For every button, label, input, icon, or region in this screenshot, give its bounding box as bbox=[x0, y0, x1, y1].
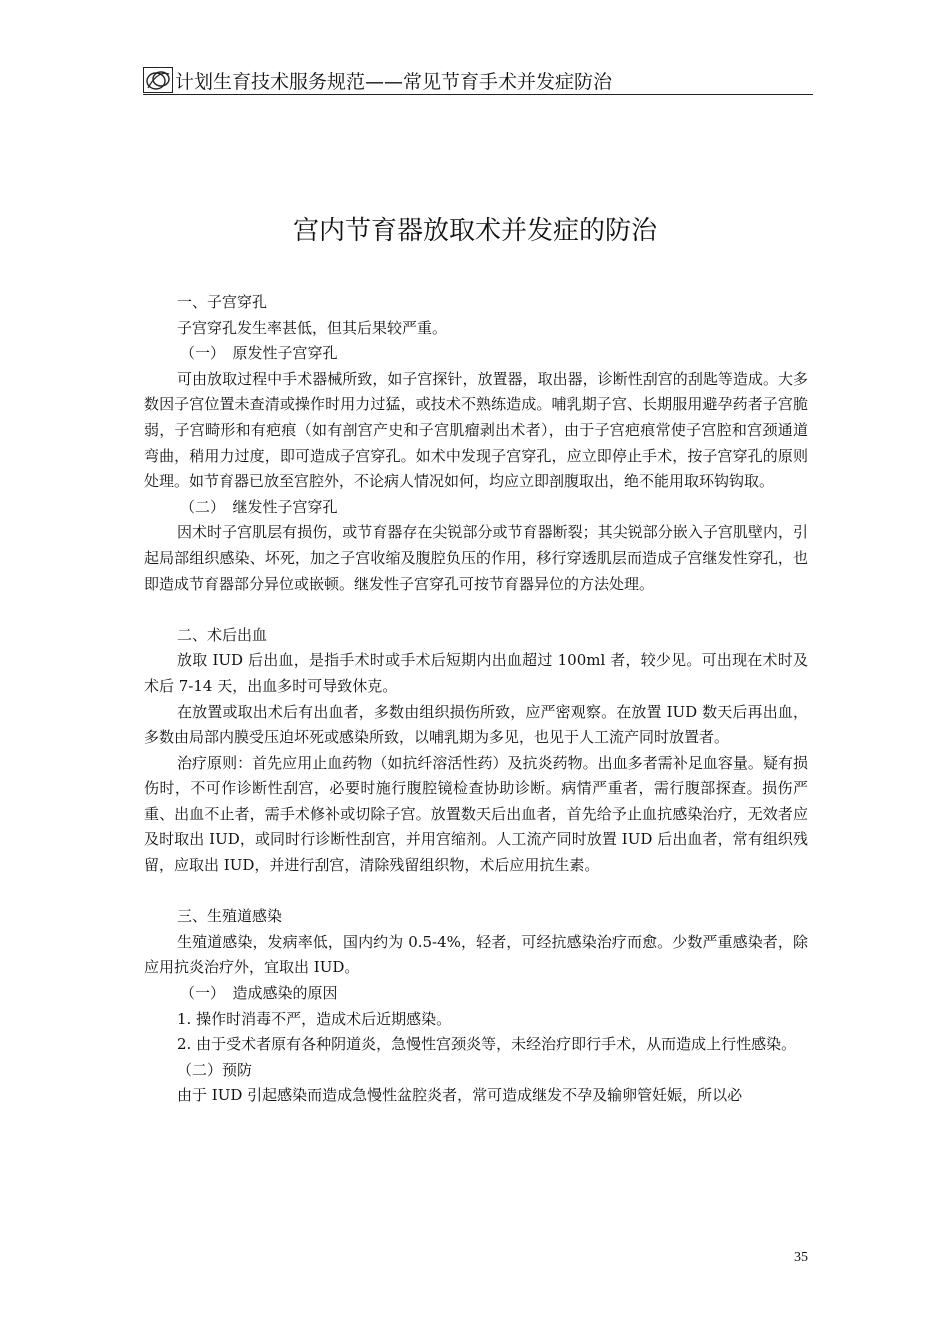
subheading: （一） 原发性子宫穿孔 bbox=[180, 344, 338, 363]
section-heading: 三、生殖道感染 bbox=[177, 907, 283, 926]
circular-emblem-icon bbox=[143, 67, 173, 93]
list-item: 2. 由于受术者原有各种阴道炎，急慢性宫颈炎等，未经治疗即行手术，从而造成上行性感染。 bbox=[177, 1035, 797, 1054]
paragraph: 治疗原则：首先应用止血药物（如抗纤溶活性药）及抗炎药物。出血多者需补足血容量。疑有损伤时，不可作诊断性刮宫，必要时施行腹腔镜检查协助诊断。病情严重者，需行腹部探查。损伤严重、出血不止者，需手术修补或切除子宫。放置数天后出血者，首先给予止血抗感染治疗，无效者应及时取出 IUD，或同时行诊断性刮宫，并用宫缩剂。人工流产同时放置 IUD 后出血者，常有组织残留，应取出 IUD，并进行刮宫，清除残留组织物，术后应用抗生素。 bbox=[144, 753, 808, 875]
list-item: 1. 操作时消毒不严，造成术后近期感染。 bbox=[177, 1009, 452, 1028]
paragraph: 可由放取过程中手术器械所致，如子宫探针，放置器，取出器，诊断性刮宫的刮匙等造成。大多数因子宫位置未查清或操作时用力过猛，或技术不熟练造成。哺乳期子宫、长期服用避孕药者子宫脆弱，子宫畸形和有疤痕（如有剖宫产史和子宫肌瘤剥出术者），由于子宫疤痕常使子宫腔和宫颈通道弯曲，稍用力过度，即可造成子宫穿孔。如术中发现子宫穿孔，应立即停止手术，按子宫穿孔的原则处理。如节育器已放至宫腔外，不论病人情况如何，均应立即剖腹取出，绝不能用取环钩钩取。 bbox=[144, 369, 808, 491]
section-heading: 一、子宫穿孔 bbox=[177, 293, 268, 311]
paragraph: 子宫穿孔发生率甚低，但其后果较严重。 bbox=[177, 318, 448, 337]
page-title: 宫内节育器放取术并发症的防治 bbox=[292, 216, 657, 246]
document-body bbox=[144, 290, 808, 1109]
section-heading: 二、术后出血 bbox=[177, 625, 268, 644]
spacer bbox=[144, 879, 808, 905]
running-header bbox=[143, 66, 813, 94]
paragraph: 生殖道感染，发病率低，国内约为 0.5-4%，轻者，可经抗感染治疗而愈。少数严重感染者，除应用抗炎治疗外，宜取出 IUD。 bbox=[144, 932, 808, 977]
subheading: （一） 造成感染的原因 bbox=[180, 984, 338, 1003]
header-title: 计划生育技术服务规范——常见节育手术并发症防治 bbox=[175, 70, 613, 93]
subheading: （二） 继发性子宫穿孔 bbox=[180, 497, 338, 516]
paragraph: 由于 IUD 引起感染而造成急慢性盆腔炎者，常可造成继发不孕及输卵管妊娠，所以必 bbox=[177, 1086, 743, 1105]
header-rule bbox=[143, 94, 813, 95]
subheading: （二）预防 bbox=[177, 1060, 253, 1079]
paragraph: 放取 IUD 后出血，是指手术时或手术后短期内出血超过 100ml 者，较少见。可出现在术时及术后 7-14 天，出血多时可导致休克。 bbox=[144, 651, 808, 695]
page-number: 35 bbox=[794, 1250, 808, 1265]
spacer bbox=[144, 597, 808, 623]
paragraph: 在放置或取出术后有出血者，多数由组织损伤所致，应严密观察。在放置 IUD 数天后再出血，多数由局部内膜受压迫坏死或感染所致，以哺乳期为多见，也见于人工流产同时放置者。 bbox=[144, 702, 808, 747]
paragraph: 因术时子宫肌层有损伤，或节育器存在尖锐部分或节育器断裂；其尖锐部分嵌入子宫肌壁内，引起局部组织感染、坏死，加之子宫收缩及腹腔负压的作用，移行穿透肌层而造成子宫继发性穿孔，也即造成节育器部分异位或嵌顿。继发性子宫穿孔可按节育器异位的方法处理。 bbox=[144, 523, 808, 593]
